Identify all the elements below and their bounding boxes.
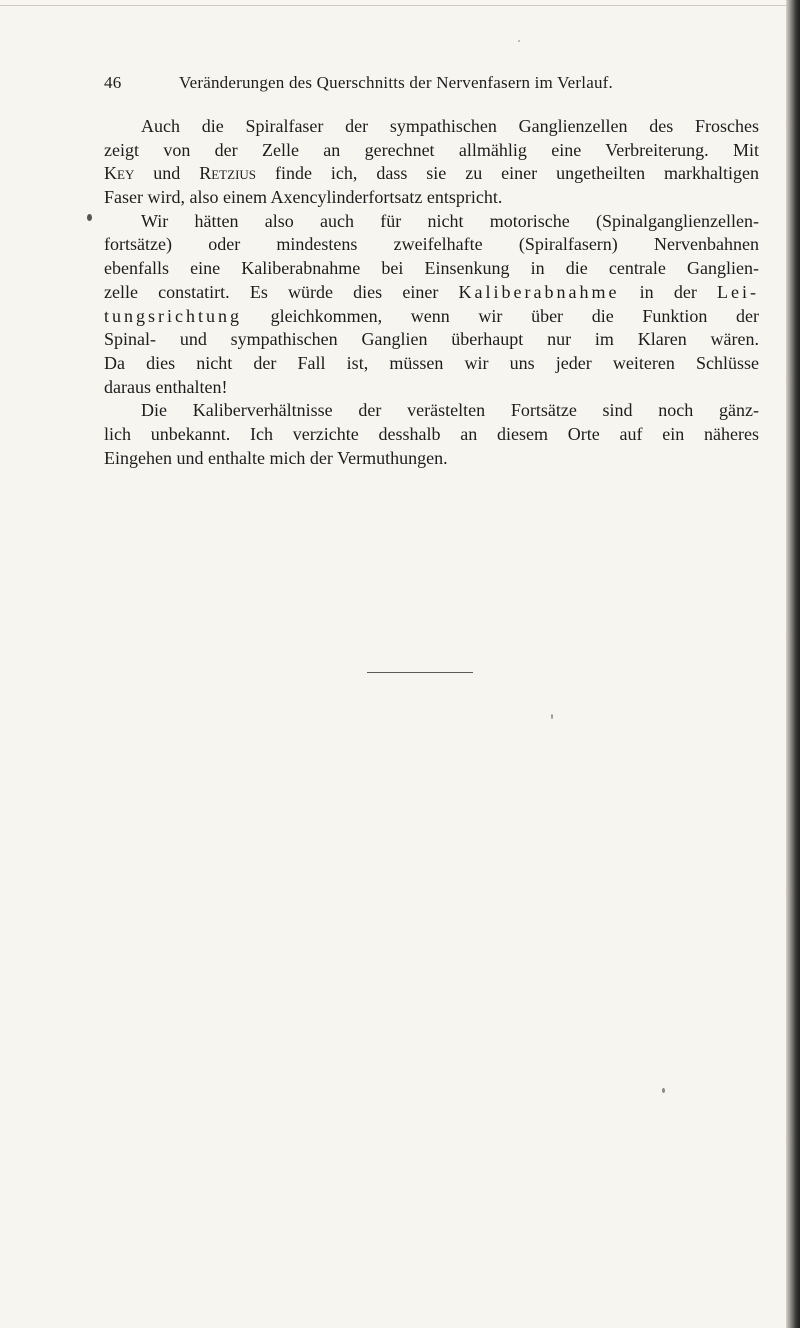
- text-line: Eingehen und enthalte mich der Vermuthungen.: [104, 447, 448, 468]
- paper-speck: [518, 40, 520, 42]
- text-line: fortsätze) oder mindestens zweifelhafte (Spiralfasern) Nervenbahnen: [104, 234, 759, 255]
- text-fragment: und: [153, 163, 181, 184]
- paragraph-3: [104, 399, 759, 470]
- text-fragment: gleichkommen, wenn wir über die Funktion der: [270, 305, 759, 326]
- spaced-emphasis: Lei-: [717, 281, 760, 302]
- scan-edge-shadow: [786, 0, 800, 1328]
- author-name-key: Key: [104, 163, 135, 184]
- top-scan-rule: [0, 5, 800, 6]
- page-number: 46: [104, 73, 122, 92]
- paper-speck: [87, 214, 92, 221]
- paper-speck: [662, 1088, 665, 1093]
- text-fragment: in der: [639, 281, 697, 302]
- text-line: Spinal- und sympathischen Ganglien überhaupt nur im Klaren wären.: [104, 329, 759, 350]
- paragraph-1: [104, 115, 759, 210]
- running-header: [104, 73, 688, 97]
- author-name-retzius: Retzius: [199, 163, 257, 184]
- text-line: [104, 305, 759, 329]
- text-line: daraus enthalten!: [104, 376, 228, 397]
- paragraph-2: [104, 210, 759, 400]
- text-line: Da dies nicht der Fall ist, müssen wir uns jeder weiteren Schlüsse: [104, 352, 759, 373]
- text-fragment: zelle constatirt. Es würde dies einer: [104, 281, 439, 302]
- text-line: Die Kaliberverhältnisse der verästelten Fortsätze sind noch gänz-: [141, 400, 759, 421]
- text-line: Wir hätten also auch für nicht motorische (Spinalganglienzellen-: [141, 210, 759, 231]
- text-fragment: finde ich, dass sie zu einer ungetheilten markhaltigen: [274, 163, 759, 184]
- text-line: [104, 281, 759, 305]
- section-end-rule: [367, 672, 473, 673]
- text-line: [104, 162, 759, 186]
- text-line: ebenfalls eine Kaliberabnahme bei Einsenkung in die centrale Ganglien-: [104, 258, 759, 279]
- spaced-emphasis: tungsrichtung: [104, 305, 242, 326]
- text-line: Auch die Spiralfaser der sympathischen Ganglienzellen des Frosches: [141, 116, 759, 136]
- text-line: lich unbekannt. Ich verzichte desshalb an diesem Orte auf ein näheres: [104, 423, 759, 444]
- paper-speck: [551, 714, 553, 719]
- body-text: [104, 115, 759, 470]
- running-title: Veränderungen des Querschnitts der Nervenfasern im Verlauf.: [179, 73, 613, 92]
- spaced-emphasis: Kaliberabnahme: [458, 281, 620, 302]
- text-line: zeigt von der Zelle an gerechnet allmählig eine Verbreiterung. Mit: [104, 139, 759, 160]
- text-line: Faser wird, also einem Axencylinderfortsatz entspricht.: [104, 187, 503, 208]
